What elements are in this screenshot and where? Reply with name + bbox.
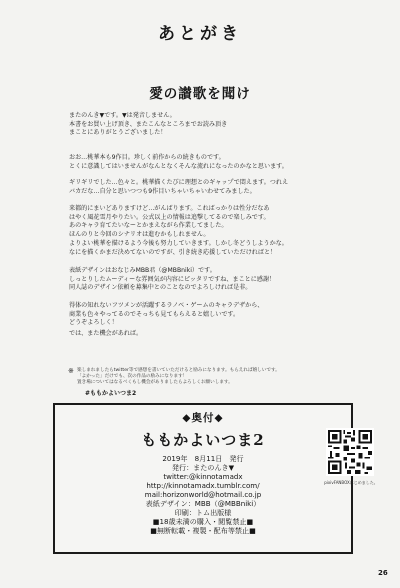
page-number: 26 [378,569,388,577]
paragraph-cover-design [69,267,369,293]
text-line: 表紙デザインはおなじみMBB君（@MBBniki）です。 [69,267,216,274]
note-line: 置き場についてはなるべくもし機会がありましたらよろしくお願いします。 [77,380,233,386]
text-line: またのんき▼です。▼は発音しません。 [69,112,176,119]
text-line: なにを描くかまだ決めてないのですが、引き続き応援していただければと！ [69,248,277,256]
text-line: はやく風花雪月やりたい。公式以上の情報は追撃してるので楽しみです。 [69,213,270,221]
colophon-box [53,403,353,554]
text-line: 商業も色々やってるのでそっちも見てもらえると嬉しいです。 [69,310,240,318]
website-url: http://kinnotamadx.tumblr.com/ [146,481,260,490]
text-line: バカだな…自分と思いつつも9作目いちゃいちゃいわせてみました。 [69,187,256,195]
note-mark-icon: ※ [68,367,74,375]
qr-code-icon [326,428,374,476]
text-line: 得体の知れないフツメンが活躍するラノベ・ゲームのキャラデザから、 [69,302,264,309]
twitter-handle: twitter:@kinnotamadx [163,472,243,481]
text-line: 同人誌のデザイン依頼を募集中とのことなのでよろしければ是非。 [69,284,252,292]
copyright-notice: ■無断転載・複製・配布等禁止■ [150,526,256,535]
paragraph-games [69,205,369,239]
text-line: とくに意識してはいませんがなんとなくそんな流れになったのかなと思います。 [69,162,288,170]
paragraph-future [69,240,369,257]
publisher: 発行：またのんき▼ [171,463,235,472]
text-line: あのキャラ育てたいなーとかまえながら作業してました。 [69,222,228,230]
publish-date: 2019年 8月11日 発行 [162,454,244,463]
paragraph-deadline [69,179,369,196]
text-line: まことにありがとうございました！ [69,129,167,137]
paragraph-greeting [69,112,369,138]
text-line: ギリギリでした…色々と。桃華描くたびに理想とのギャップで悶えます。つれえ [69,179,289,186]
feedback-note [77,368,377,387]
colophon-title: ◆奥付◆ [182,412,224,424]
paragraph-commercial [69,302,369,328]
age-restriction: ■18歳未満の購入・閲覧禁止■ [152,517,254,526]
printer: 印刷：トム出版様 [174,508,232,517]
text-line: しっとりしたムーディーな雰囲気が内容にピッタリですね、まことに感謝！ [69,275,276,283]
text-line: では、また機会があれば。 [69,330,143,337]
hashtag: #ももかよいつま2 [85,390,137,397]
paragraph-closing [69,330,369,339]
qr-caption [322,480,380,485]
text-line: 来都的にまいどありますけど…がんばります。こればっかりは性分だなあ [69,205,270,212]
text-line: ほんのりと今回のシナリオは進むかもしれません。 [69,230,210,238]
paragraph-series [69,154,369,171]
text-line: 本書をお買い上げ頂き、またこんなところまでお読み頂き [69,120,228,128]
text-line: おお…桃華本も9作目。珍しく前作からの続きものです。 [69,154,225,161]
note-line: 「よかった」だけでも、次の作品の励みになります！ [77,374,188,380]
afterword-subtitle: 愛の讃歌を聞け [149,86,251,102]
text-line: よりよい桃華を描けるよう今後も努力していきます。しかし冬どうしようかな。 [69,240,288,247]
afterword-heading: あとがき [158,24,242,44]
note-line: 楽しまれましたらtwitter等で感想を書いていただけると励みになります。もらえれば嬉しいです。 [77,368,280,373]
text-line: どうぞよろしく！ [69,319,118,327]
book-title: ももかよいつま2 [141,431,265,449]
qr-caption-line: pixivFANBOXはじめました。 [324,480,378,485]
cover-designer: 表紙デザイン：MBB（@MBBniki） [145,499,261,508]
email-address: mail:horizonworld@hotmail.co.jp [144,490,262,499]
